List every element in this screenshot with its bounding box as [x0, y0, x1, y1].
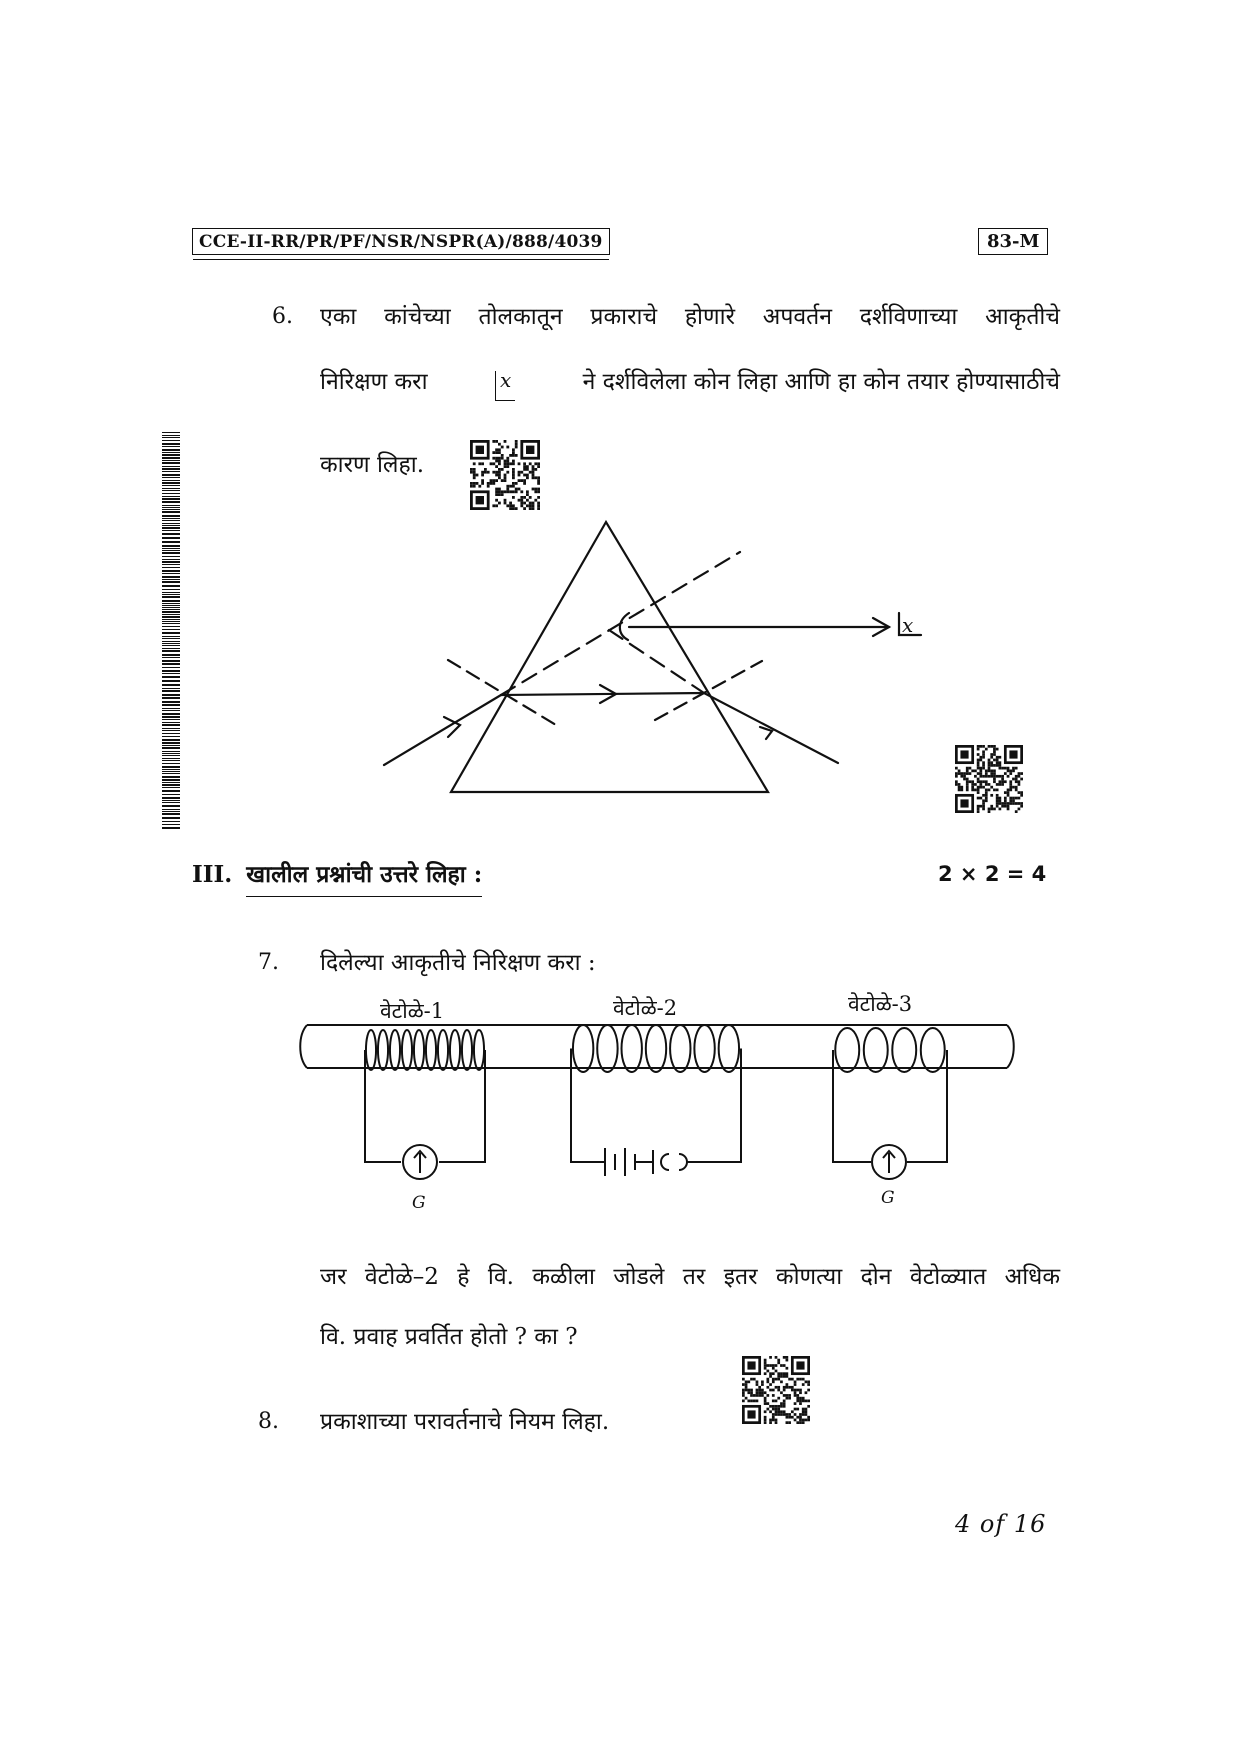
coil-2 [571, 1025, 741, 1074]
section-heading [192, 860, 482, 897]
question-7-number: 7. [258, 950, 279, 975]
paper-code: CCE-II-RR/PR/PF/NSR/NSPR(A)/888/4039 [192, 228, 610, 255]
normal-incidence [448, 660, 556, 725]
question-8-number: 8. [258, 1409, 279, 1434]
circuit-1-wire [365, 1068, 401, 1162]
deviation-angle-arc [620, 613, 629, 640]
question-7-line-1: जर वेटोळे–2 हे वि. कळीला जोडले तर इतर कोणत्या दोन वेटोळ्यात अधिक [320, 1264, 1060, 1290]
question-7-line-2: वि. प्रवाह प्रवर्तित होतो ? का ? [320, 1324, 578, 1350]
cylindrical-rod [300, 1025, 1014, 1068]
question-8-text: प्रकाशाच्या परावर्तनाचे नियम लिहा. [320, 1409, 610, 1435]
galvanometer-2-label: G [881, 1188, 895, 1208]
angle-x-label: x [902, 613, 914, 637]
qr-code-figure[interactable] [955, 745, 1023, 813]
question-7-prompt: दिलेल्या आकृतीचे निरिक्षण करा : [320, 950, 596, 976]
circuit-3-wire [833, 1068, 871, 1162]
question-6-line-2-end: ने दर्शविलेला कोन लिहा आणि हा कोन तयार होण्यासाठीचे [582, 369, 1060, 395]
coil-1 [365, 1030, 485, 1072]
prism-refraction-figure [370, 515, 970, 805]
angle-x-symbol: x [495, 371, 515, 401]
question-6-line-2 [320, 367, 1060, 397]
incident-ray [384, 695, 501, 765]
question-6-line-3: कारण लिहा. [320, 452, 425, 478]
galvanometer-1-label: G [412, 1193, 426, 1213]
section-roman: III. [192, 861, 233, 888]
refracted-ray [501, 693, 704, 695]
section-title: खालील प्रश्नांची उत्तरे लिहा : [246, 860, 482, 897]
section-marks: 2 × 2 = 4 [938, 862, 1047, 886]
coil-3-label: वेटोळे-3 [848, 992, 913, 1016]
emergent-ray [704, 693, 838, 763]
page-number: 4 of 16 [955, 1510, 1047, 1538]
subject-code: 83-M [978, 228, 1048, 255]
side-barcode [162, 432, 180, 830]
qr-code-q8[interactable] [742, 1356, 810, 1424]
qr-code-q6[interactable] [470, 440, 540, 510]
coils-figure [295, 990, 1025, 1220]
question-6-line-2-start: निरिक्षण करा [320, 369, 428, 395]
question-6-line-1: एका कांचेच्या तोलकातून प्रकाराचे होणारे अपवर्तन दर्शविणाच्या आकृतीचे [320, 304, 1060, 330]
coil-2-label: वेटोळे-2 [613, 996, 678, 1020]
question-6-number: 6. [272, 304, 293, 329]
normal-emergence [655, 661, 762, 720]
coil-1-label: वेटोळे-1 [380, 999, 445, 1023]
circuit-2-wire [571, 1068, 605, 1162]
